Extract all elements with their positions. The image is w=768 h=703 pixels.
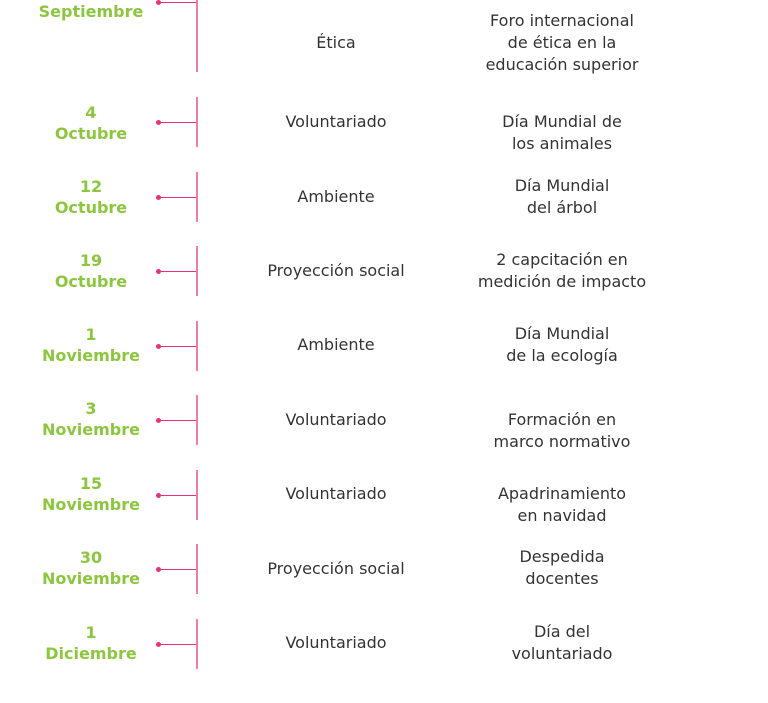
event-category: Ambiente — [297, 187, 375, 206]
event-day: 30 — [79, 548, 103, 567]
event-date — [20, 398, 162, 440]
event-day: 4 — [85, 103, 97, 122]
timeline-connector — [156, 269, 198, 273]
event-day: 19 — [79, 251, 103, 270]
timeline-connector — [156, 418, 198, 422]
event-date — [20, 102, 162, 144]
timeline-tick — [160, 2, 198, 3]
event-description: Día Mundial de los animales — [502, 112, 622, 153]
event-month: Diciembre — [45, 644, 137, 663]
event-description: Día del voluntariado — [511, 622, 613, 663]
timeline-segment — [196, 97, 198, 147]
timeline-tick — [160, 495, 198, 496]
event-month: Noviembre — [41, 346, 140, 365]
event-category: Voluntariado — [285, 410, 387, 429]
event-description: Despedida docentes — [519, 547, 605, 588]
event-date — [20, 473, 162, 515]
timeline-segment — [196, 0, 198, 72]
timeline-tick — [160, 346, 198, 347]
event-date — [20, 547, 162, 589]
event-category: Ética — [316, 33, 356, 52]
event-description: Día Mundial de la ecología — [506, 324, 618, 365]
timeline-segment — [196, 172, 198, 222]
timeline-connector — [156, 195, 198, 199]
timeline-segment — [196, 544, 198, 594]
event-description: 2 capcitación en medición de impacto — [477, 250, 647, 291]
event-month: Septiembre — [38, 2, 144, 21]
event-day: 15 — [79, 474, 103, 493]
event-month: Noviembre — [41, 569, 140, 588]
timeline-connector — [156, 120, 198, 124]
event-date — [20, 250, 162, 292]
event-category: Ambiente — [297, 335, 375, 354]
event-day: 1 — [85, 623, 97, 642]
event-description: Formación en marco normativo — [493, 410, 631, 451]
event-category: Voluntariado — [285, 633, 387, 652]
timeline-tick — [160, 420, 198, 421]
event-category: Voluntariado — [285, 484, 387, 503]
timeline-tick — [160, 569, 198, 570]
timeline-segment — [196, 246, 198, 296]
event-day: 12 — [79, 177, 103, 196]
timeline-connector — [156, 567, 198, 571]
event-description: Apadrinamiento en navidad — [497, 484, 627, 525]
event-date — [20, 1, 162, 22]
timeline-segment — [196, 619, 198, 669]
event-month: Noviembre — [41, 420, 140, 439]
event-description: Foro internacional de ética en la educación superior — [485, 11, 639, 74]
timeline-connector — [156, 0, 198, 4]
timeline-tick — [160, 197, 198, 198]
event-date — [20, 176, 162, 218]
event-day: 3 — [85, 399, 97, 418]
event-category: Voluntariado — [285, 112, 387, 131]
event-month: Octubre — [54, 124, 128, 143]
event-date — [20, 622, 162, 664]
timeline-segment — [196, 395, 198, 445]
timeline-segment — [196, 470, 198, 520]
event-month: Octubre — [54, 272, 128, 291]
timeline-connector — [156, 642, 198, 646]
timeline-tick — [160, 644, 198, 645]
timeline-connector — [156, 493, 198, 497]
event-category: Proyección social — [267, 559, 405, 578]
timeline-tick — [160, 271, 198, 272]
event-category: Proyección social — [267, 261, 405, 280]
event-day: 1 — [85, 325, 97, 344]
event-month: Noviembre — [41, 495, 140, 514]
timeline-segment — [196, 321, 198, 371]
timeline-tick — [160, 122, 198, 123]
event-date — [20, 324, 162, 366]
event-description: Día Mundial del árbol — [514, 176, 610, 217]
event-month: Octubre — [54, 198, 128, 217]
timeline-connector — [156, 344, 198, 348]
